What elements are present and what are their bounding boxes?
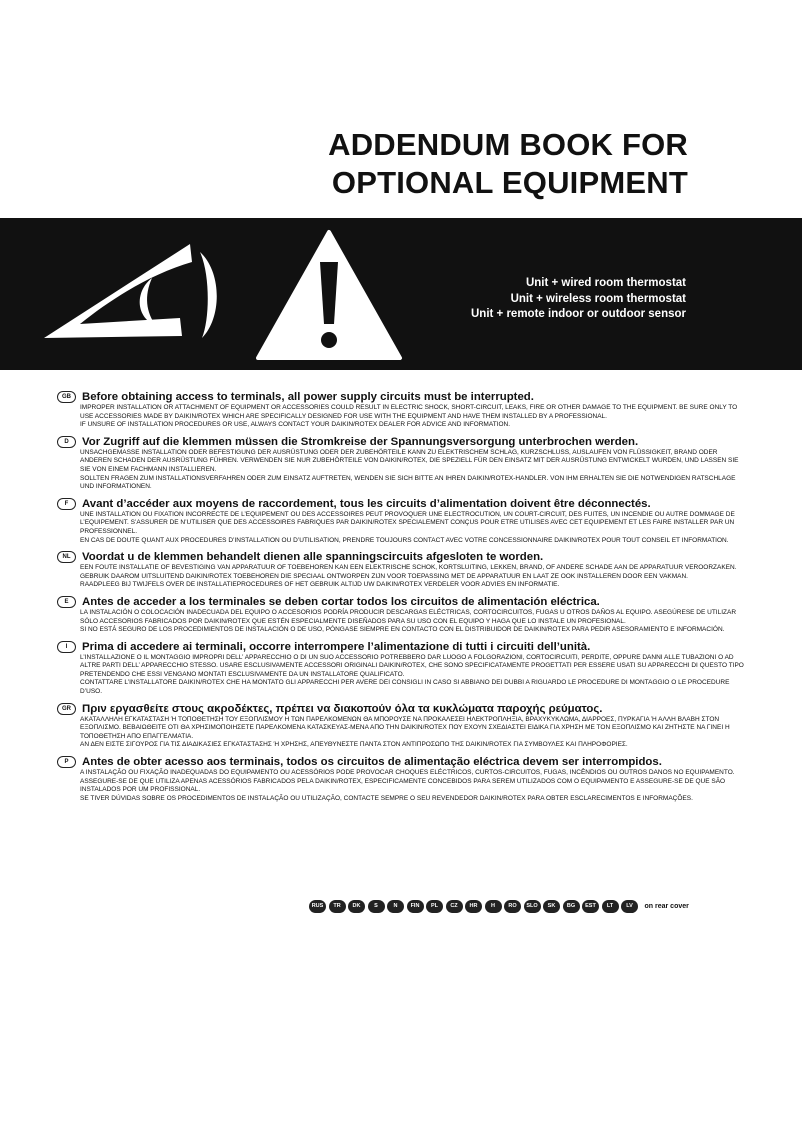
language-badge-sk: SK	[543, 900, 560, 913]
title-line-1: ADDENDUM BOOK FOR	[328, 127, 688, 162]
section-p	[57, 755, 747, 803]
language-badge-bg: BG	[563, 900, 580, 913]
language-badge: F	[57, 498, 76, 510]
section-paragraph: SE TIVER DÚVIDAS SOBRE OS PROCEDIMENTOS DE INSTALAÇÃO OU UTILIZAÇÃO, CONTACTE SEMPRE O SEU REVENDEDOR DAIKIN/ROTEX PARA OBTER ESCLARECIMENTOS E INFORMAÇÕES.	[80, 794, 693, 802]
section-heading: Avant d’accéder aux moyens de raccordement, tous les circuits d’alimentation doivent être déconnectés.	[82, 497, 651, 510]
language-badge-dk: DK	[348, 900, 365, 913]
section-paragraph: UNSACHGEMASSE INSTALLATION ODER BEFESTIGUNG DER AUSRÜSTUNG ODER DER ZUBEHÖRTEILE KANN ZU ELEKTRISCHEM SCHLAG, KURZSCHLUSS, AUSLAUFEN VON FLÜSSIGKEIT, BRAND ODER ANDEREN SCHADEN DER AUSRÜSTUNG FÜHREN. VERWENDEN SIE NUR ZUBEHÖRTEILE VON DAIKIN/ROTEX, DIE SPEZIELL FÜR DEN EINSATZ MIT DER AUSRÜSTUNG ENTWICKELT WURDEN, UND LASSEN SIE SIE VON EINEM FACHMANN INSTALLIEREN.	[80, 448, 739, 473]
unit-item: Unit + wired room thermostat	[525, 277, 686, 289]
section-f	[57, 497, 747, 545]
section-e	[57, 595, 747, 635]
language-badge-fin: FIN	[407, 900, 424, 913]
section-paragraph: EEN FOUTE INSTALLATIE OF BEVESTIGING VAN APPARATUUR OF TOEBEHOREN KAN EEN ELEKTRISCHE SCHOK, KORTSLUITING, LEKKEN, BRAND, OF ANDERE SCHADE AAN DE APPARATUUR VEROORZAKEN. GEBRUIK DAAROM UITSLUITEND DAIKIN/ROTEX TOEBEHOREN DIE SPECIAAL ONTWORPEN ZIJN VOOR TOEPASSING MET DE APPARATUUR EN LAAT ZE OOK INSTALLEREN DOOR EEN VAKMAN.	[80, 564, 737, 580]
section-paragraph: EN CAS DE DOUTE QUANT AUX PROCEDURES D’INSTALLATION OU D’UTILISATION, PRENDRE TOUJOURS CONTACT AVEC VOTRE CONCESSIONNAIRE DAIKIN/ROTEX POUR TOUT CONSEIL ET INFORMATION.	[80, 536, 729, 544]
section-heading: Prima di accedere ai terminali, occorre interrompere l’alimentazione di tutti i circuiti dell’unità.	[82, 640, 591, 653]
section-paragraph: IMPROPER INSTALLATION OR ATTACHMENT OF EQUIPMENT OR ACCESSORIES COULD RESULT IN ELECTRIC SHOCK, SHORT-CIRCUIT, LEAKS, FIRE OR OTHER DAMAGE TO THE EQUIPMENT. BE SURE ONLY TO USE ACCESSORIES MADE BY DAIKIN/ROTEX WHICH ARE SPECIFICALLY DESIGNED FOR USE WITH THE EQUIPMENT AND HAVE THEM INSTALLED BY A PROFESSIONAL.	[80, 404, 738, 420]
warning-sections	[57, 390, 747, 808]
unit-item: Unit + remote indoor or outdoor sensor	[471, 308, 686, 320]
language-badge-lv: LV	[621, 900, 638, 913]
section-d	[57, 435, 747, 492]
language-badge: I	[57, 641, 76, 653]
language-index	[309, 900, 689, 913]
rear-cover-note: on rear cover	[644, 903, 689, 910]
section-paragraph: UNE INSTALLATION OU FIXATION INCORRECTE DE L’EQUIPEMENT OU DES ACCESSOIRES PEUT PROVOQUER UNE ELECTROCUTION, UN COURT-CIRCUIT, DES FUITES, UN INCENDIE OU AUTRE DOMMAGE DE L’EQUIPEMENT. S’ASSURER DE N’UTILISER QUE DES ACCESSOIRES FABRIQUES PAR DAIKIN/ROTEX SPECIALEMENT CONÇUS POUR ETRE UTILISES AVEC CET EQUIPEMENT ET LES FAIRE INSTALLER PAR UN PROFESSIONNEL.	[80, 510, 735, 535]
section-heading: Antes de acceder a los terminales se deben cortar todos los circuitos de alimentación eléctrica.	[82, 595, 600, 608]
language-badge: D	[57, 436, 76, 448]
section-gb	[57, 390, 747, 430]
language-badge-slo: SLO	[524, 900, 541, 913]
language-badge-s: S	[368, 900, 385, 913]
section-paragraph: A INSTALAÇÃO OU FIXAÇÃO INADEQUADAS DO EQUIPAMENTO OU ACESSÓRIOS PODE PROVOCAR CHOQUES ELÉCTRICOS, CURTOS-CIRCUITOS, FUGAS, INCÊNDIOS OU OUTROS DANOS NO EQUIPAMENTO. ASSEGURE-SE DE QUE UTILIZA APENAS ACESSÓRIOS FABRICADOS PELA DAIKIN/ROTEX, ESPECIFICAMENTE CONCEBIDOS PARA SEREM UTILIZADOS COM O EQUIPAMENTO E ASSEGURE-SE DE QUE SÃO INSTALADOS POR UM PROFISSIONAL.	[80, 769, 735, 794]
header-band	[0, 218, 802, 370]
section-paragraph: ΑΚΑΤΑΛΛΗΛΗ ΕΓΚΑΤΑΣΤΑΣΗ Ή ΤΟΠΟΘΕΤΗΣΗ ΤΟΥ ΕΞΟΠΛΙΣΜΟΥ Η ΤΩΝ ΠΑΡΕΛΚΟΜΕΝΩΝ ΘΑ ΜΠΟΡΟΥΣΕ ΝΑ ΠΡΟΚΑΛΕΣΕΙ ΗΛΕΚΤΡΟΠΛΗΞΙΑ, ΒΡΑΧΥΚΥΚΛΩΜΑ, ΔΙΑΡΡΟΕΣ, ΠΥΡΚΑΓΙΑ Ή ΑΛΛΗ ΒΛΑΒΗ ΣΤΟΝ ΕΞΟΠΛΙΣΜΟ. ΒΕΒΑΙΩΘΕΙΤΕ ΟΤΙ ΘΑ ΧΡΗΣΙΜΟΠΟΙΗΣΕΤΕ ΠΑΡΕΛΚΟΜΕΝΑ ΚΑΤΑΣΚΕΥΑΣ-ΜΕΝΑ ΑΠΟ ΤΗΝ DAIKIN/ROTEX ΠΟΥ ΕΧΟΥΝ ΣΧΕΔΙΑΣΤΕΙ ΕΙΔΙΚΑ ΓΙΑ ΧΡΗΣΗ ΜΕ ΤΟΝ ΕΞΟΠΛΙΣΜΟ ΚΑΙ ΖΗΤΗΣΤΕ ΝΑ ΓΙΝΕΙ Η ΤΟΠΟΘΕΤΗΣΗ ΑΠΟ ΕΠΑΓΓΕΛΜΑΤΙΑ.	[80, 715, 730, 740]
language-badge-h: H	[485, 900, 502, 913]
language-badge-hr: HR	[465, 900, 482, 913]
unit-list	[471, 276, 686, 323]
language-badge: GR	[57, 703, 76, 715]
section-paragraph: RAADPLEEG BIJ TWIJFELS OVER DE INSTALLATIEPROCEDURES OF HET GEBRUIK ALTIJD UW DAIKIN/ROTEX VERDELER VOOR ADVIES EN INFORMATIE.	[80, 581, 560, 589]
language-badge-est: EST	[582, 900, 599, 913]
language-badge-n: N	[387, 900, 404, 913]
section-gr	[57, 702, 747, 750]
language-badge: GB	[57, 391, 76, 403]
language-badge: E	[57, 596, 76, 608]
daikin-logo-icon	[40, 238, 230, 348]
section-i	[57, 640, 747, 697]
title-line-2: OPTIONAL EQUIPMENT	[331, 165, 688, 200]
language-badge-rus: RUS	[309, 900, 326, 913]
language-badge-tr: TR	[329, 900, 346, 913]
language-badge-ro: RO	[504, 900, 521, 913]
language-badge: P	[57, 756, 76, 768]
section-heading: Before obtaining access to terminals, all power supply circuits must be interrupted.	[82, 391, 534, 403]
language-badge: NL	[57, 551, 76, 563]
section-paragraph: IF UNSURE OF INSTALLATION PROCEDURES OR USE, ALWAYS CONTACT YOUR DAIKIN/ROTEX DEALER FOR ADVICE AND INFORMATION.	[80, 421, 511, 429]
language-badge-cz: CZ	[446, 900, 463, 913]
section-paragraph: SI NO ESTÁ SEGURO DE LOS PROCEDIMIENTOS DE INSTALACIÓN O DE USO, PÓNGASE SIEMPRE EN CONTACTO CON EL DISTRIBUIDOR DE DAIKIN/ROTEX PARA PEDIR ASESORAMIENTO E INFORMACIÓN.	[80, 626, 725, 634]
section-paragraph: SOLLTEN FRAGEN ZUM INSTALLATIONSVERFAHREN ODER ZUM EINSATZ AUFTRETEN, WENDEN SIE SICH BITTE AN IHREN DAIKIN/ROTEX-HANDLER. VON IHM ERHALTEN SIE DIE NOTWENDIGEN RATSCHLAGE UND INFORMATIONEN.	[80, 474, 736, 491]
section-paragraph: L’INSTALLAZIONE O IL MONTAGGIO IMPROPRI DELL’ APPARECCHIO O DI UN SUO ACCESSORIO POTREBBERO DAR LUOGO A FOLGORAZIONI, CORTOCIRCUITI, PERDITE, OPPURE DANNI ALLE TUBAZIONI O AD ALTRE PARTI DELL’ APPARECCHIO STESSO. USARE ESCLUSIVAMENTE ACCESSORI ORIGINALI DAIKIN/ROTEX, CHE SONO SPECIFICATAMENTE PROGETTATI PER ESSERE USATI SU APPARECCHI DI QUESTO TIPO PRETENDENDO CHE ESSI VENGANO MONTATI ESCLUSIVAMENTE DA UN INSTALLATORE QUALIFICATO.	[80, 653, 744, 678]
section-paragraph: ΑΝ ΔΕΝ ΕΙΣΤΕ ΣΙΓΟΥΡΟΣ ΓΙΑ ΤΙΣ ΔΙΑΔΙΚΑΣΙΕΣ ΕΓΚΑΤΑΣΤΑΣΗΣ Ή ΧΡΗΣΗΣ, ΑΠΕΥΘΥΝΕΣΤΕ ΠΑΝΤΑ ΣΤΟΝ ΑΝΤΙΠΡΟΣΩΠΟ ΤΗΣ DAIKIN/ROTEX ΓΙΑ ΣΥΜΒΟΥΛΕΣ ΚΑΙ ΠΛΗΡΟΦΟΡΙΕΣ.	[80, 741, 628, 749]
section-paragraph: CONTATTARE L’INSTALLATORE DAIKIN/ROTEX CHE HA MONTATO GLI APPARECCHI PER AVERE DEI CONSIGLI IN CASO SI ABBIANO DEI DUBBI A RIGUARDO LE PROCEDURE DI MONTAGGIO O LE PROCEDURE D’USO.	[80, 679, 730, 696]
warning-icon	[254, 228, 404, 363]
section-heading: Πριν εργασθείτε στους ακροδέκτες, πρέπει να διακοπούν όλα τα κυκλώματα παροχής ρεύματος.	[82, 702, 603, 715]
unit-item: Unit + wireless room thermostat	[510, 292, 686, 305]
language-badge-pl: PL	[426, 900, 443, 913]
section-nl	[57, 550, 747, 590]
section-heading: Antes de obter acesso aos terminais, todos os circuitos de alimentação eléctrica devem ser interrompidos.	[82, 756, 662, 769]
section-heading: Voordat u de klemmen behandelt dienen alle spanningscircuits afgesloten te worden.	[82, 551, 544, 564]
document-title	[328, 126, 688, 202]
language-badge-lt: LT	[602, 900, 619, 913]
section-paragraph: LA INSTALACIÓN O COLOCACIÓN INADECUADA DEL EQUIPO O ACCESORIOS PODRÍA PRODUCIR DESCARGAS ELÉCTRICAS, CORTOCIRCUITOS, FUGAS U OTROS DAÑOS AL EQUIPO. ASEGÚRESE DE UTILIZAR SÓLO ACCESORIOS FABRICADOS POR DAIKIN/ROTEX QUE ESTÉN ESPECIALMENTE DISEÑADOS PARA SU USO CON EL EQUIPO Y HAGA QUE LO INSTALE UN PROFESIONAL.	[80, 608, 737, 625]
section-heading: Vor Zugriff auf die klemmen müssen die Stromkreise der Spannungsversorgung unterbrochen werden.	[82, 435, 639, 448]
